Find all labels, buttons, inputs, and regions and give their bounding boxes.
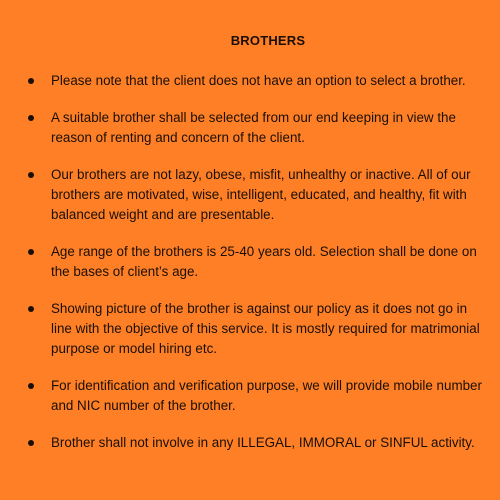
bullet-icon: [28, 172, 34, 178]
list-item: [20, 165, 486, 225]
list-item-text: Showing picture of the brother is against our policy as it does not go in line with the objective of this service. It is mostly required for matrimonial purpose or model hiring etc.: [51, 301, 480, 356]
list-item-text: Brother shall not involve in any ILLEGAL, IMMORAL or SINFUL activity.: [51, 435, 475, 450]
bullet-icon: [28, 78, 34, 84]
bullet-icon: [28, 306, 34, 312]
bullet-icon: [28, 440, 34, 446]
list-item: [20, 376, 486, 416]
list-item-text: For identification and verification purpose, we will provide mobile number and NIC number of the brother.: [51, 378, 482, 413]
list-item: [20, 242, 486, 282]
list-item-text: Our brothers are not lazy, obese, misfit, unhealthy or inactive. All of our brothers are motivated, wise, intelligent, educated, and healthy, fit with balanced weight and are presentable.: [51, 167, 471, 222]
list-item-text: Age range of the brothers is 25-40 years old. Selection shall be done on the bases of client’s age.: [51, 244, 477, 279]
list-item: [20, 299, 486, 359]
list-item-text: A suitable brother shall be selected from our end keeping in view the reason of renting and concern of the client.: [51, 110, 456, 145]
list-item: [20, 108, 486, 148]
list-item: [20, 433, 486, 453]
bullet-icon: [28, 383, 34, 389]
bullet-list: [20, 71, 486, 453]
bullet-icon: [28, 249, 34, 255]
list-item: [20, 71, 486, 91]
bullet-icon: [28, 115, 34, 121]
list-item-text: Please note that the client does not have an option to select a brother.: [51, 73, 466, 88]
document-title: BROTHERS: [230, 33, 306, 48]
